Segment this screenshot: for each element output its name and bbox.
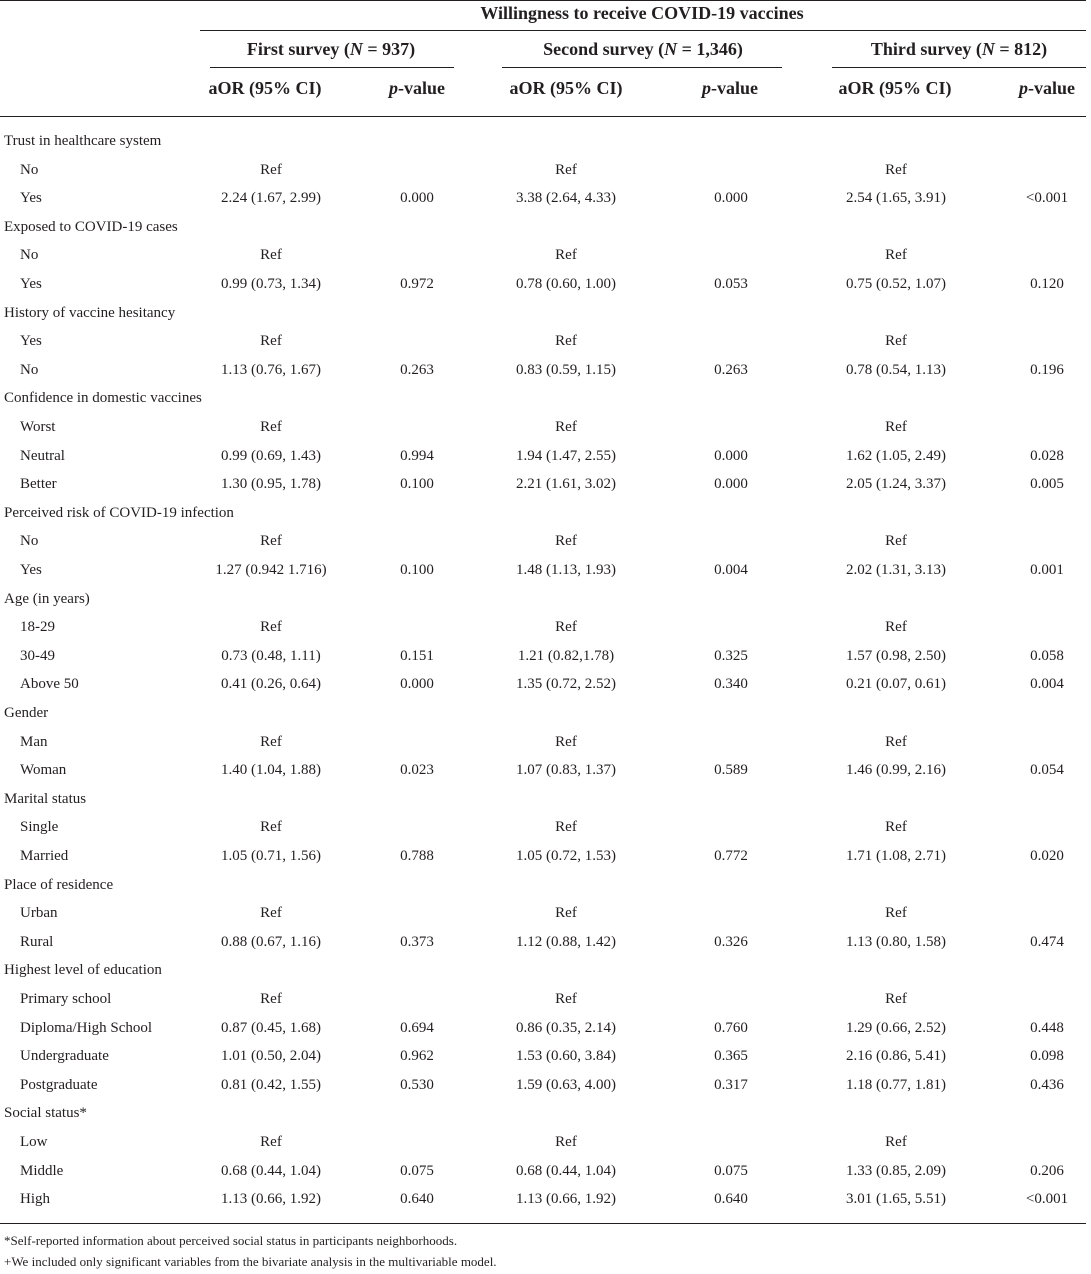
aor-third-cell: Ref: [885, 161, 907, 178]
aor-first-cell: 1.30 (0.95, 1.78): [221, 476, 321, 493]
aor-third-cell: 1.57 (0.98, 2.50): [846, 647, 946, 664]
row-label: Diploma/High School: [20, 1019, 153, 1036]
pvalue-first-cell: 0.023: [400, 762, 434, 779]
pvalue-third-cell: <0.001: [1025, 190, 1069, 207]
pvalue-second-cell: 0.772: [714, 848, 748, 864]
pvalue-second-cell: 0.000: [714, 190, 748, 207]
aor-second-cell: 1.12 (0.88, 1.42): [516, 933, 616, 950]
aor-first-cell: 0.88 (0.67, 1.16): [221, 933, 321, 950]
table-row: [0, 241, 1091, 269]
aor-third-cell: Ref: [885, 419, 907, 435]
bottom-rule: [0, 1223, 1086, 1224]
aor-second-cell: Ref: [555, 991, 577, 1007]
pvalue-first-cell: 0.000: [400, 676, 434, 693]
aor-third-cell: 2.05 (1.24, 3.37): [846, 476, 946, 493]
survey-header-second: Second survey (N = 1,346): [543, 39, 743, 59]
pvalue-third-cell: <0.001: [1025, 1191, 1069, 1208]
table-row: [0, 156, 1091, 184]
pvalue-third-cell: 0.196: [1030, 361, 1064, 378]
group-label: Highest level of education: [4, 962, 162, 979]
pvalue-third-cell: 0.206: [1030, 1162, 1064, 1179]
aor-first-cell: 1.13 (0.66, 1.92): [221, 1191, 321, 1208]
aor-second-cell: 1.53 (0.60, 3.84): [516, 1048, 616, 1065]
aor-third-cell: Ref: [885, 333, 907, 350]
aor-first-cell: 1.01 (0.50, 2.04): [221, 1048, 321, 1065]
aor-first-cell: Ref: [260, 333, 282, 350]
aor-second-cell: 1.48 (1.13, 1.93): [516, 562, 616, 578]
row-label: Man: [20, 733, 48, 750]
row-label: Neutral: [20, 447, 65, 464]
aor-second-cell: 2.21 (1.61, 3.02): [516, 476, 616, 493]
aor-header-second: aOR (95% CI): [509, 78, 623, 98]
aor-first-cell: 1.27 (0.942 1.716): [215, 562, 327, 578]
pvalue-first-cell: 0.075: [400, 1162, 434, 1179]
aor-third-cell: 1.62 (1.05, 2.49): [846, 447, 946, 464]
table-group-row: [0, 127, 1091, 155]
table-row: [0, 928, 1091, 956]
aor-first-cell: Ref: [260, 1134, 282, 1150]
aor-first-cell: Ref: [260, 533, 282, 550]
aor-header-third: aOR (95% CI): [838, 78, 952, 98]
group-label: Place of residence: [4, 876, 114, 893]
pvalue-third-cell: 0.020: [1030, 848, 1064, 864]
aor-first-cell: Ref: [260, 819, 282, 836]
aor-first-cell: 0.87 (0.45, 1.68): [221, 1019, 321, 1036]
pvalue-first-cell: 0.000: [400, 190, 434, 207]
row-label: Yes: [20, 333, 42, 350]
pvalue-first-cell: 0.972: [400, 276, 434, 292]
pvalue-second-cell: 0.263: [714, 361, 748, 378]
table-group-row: [0, 499, 1091, 527]
aor-second-cell: 1.13 (0.66, 1.92): [516, 1191, 616, 1208]
aor-first-cell: Ref: [260, 419, 282, 435]
aor-second-cell: Ref: [555, 419, 577, 435]
aor-second-cell: Ref: [555, 619, 577, 636]
table-row: [0, 756, 1091, 784]
aor-second-cell: 1.21 (0.82,1.78): [517, 647, 615, 664]
aor-first-cell: Ref: [260, 161, 282, 178]
table-row: [0, 413, 1091, 441]
row-label: No: [20, 361, 39, 378]
table-group-row: [0, 1099, 1091, 1127]
aor-second-cell: 3.38 (2.64, 4.33): [516, 190, 616, 207]
aor-header-first: aOR (95% CI): [208, 78, 322, 98]
row-label: Worst: [20, 419, 56, 435]
aor-first-cell: 0.81 (0.42, 1.55): [221, 1076, 321, 1093]
aor-first-cell: 0.99 (0.73, 1.34): [221, 276, 321, 292]
spanning-header-rule: [200, 30, 1086, 31]
aor-second-cell: 1.07 (0.83, 1.37): [516, 762, 616, 779]
aor-third-cell: 0.21 (0.07, 0.61): [846, 676, 946, 693]
pvalue-second-cell: 0.000: [714, 476, 748, 493]
aor-first-cell: Ref: [260, 905, 282, 922]
row-label: Low: [20, 1134, 48, 1150]
aor-third-cell: 0.78 (0.54, 1.13): [846, 361, 946, 378]
table-row: [0, 1185, 1091, 1213]
pvalue-first-cell: 0.530: [400, 1076, 434, 1093]
aor-second-cell: 1.59 (0.63, 4.00): [516, 1076, 616, 1093]
aor-third-cell: Ref: [885, 991, 907, 1007]
table-group-row: [0, 699, 1091, 727]
aor-second-cell: 1.94 (1.47, 2.55): [516, 447, 616, 464]
aor-first-cell: 2.24 (1.67, 2.99): [221, 190, 321, 207]
row-label: 18-29: [20, 619, 55, 636]
aor-second-cell: Ref: [555, 905, 577, 922]
pvalue-first-cell: 0.151: [400, 647, 434, 664]
table-group-row: [0, 871, 1091, 899]
row-label: No: [20, 161, 39, 178]
table-row: [0, 527, 1091, 555]
pvalue-second-cell: 0.075: [714, 1162, 748, 1179]
row-label: Primary school: [20, 991, 112, 1007]
row-label: High: [20, 1191, 50, 1208]
group-label: Exposed to COVID-19 cases: [4, 218, 178, 235]
row-label: Rural: [20, 933, 54, 950]
table-row: [0, 270, 1091, 298]
pvalue-second-cell: 0.760: [714, 1019, 748, 1036]
table-group-row: [0, 299, 1091, 327]
row-label: Better: [20, 476, 57, 493]
pvalue-header-second: p-value: [702, 78, 758, 98]
table-row: [0, 1128, 1091, 1156]
aor-third-cell: 1.13 (0.80, 1.58): [846, 933, 946, 950]
table-group-row: [0, 213, 1091, 241]
table-row: [0, 1071, 1091, 1099]
pvalue-third-cell: 0.058: [1030, 647, 1064, 664]
survey-rule-third: [832, 67, 1086, 68]
pvalue-second-cell: 0.004: [714, 562, 748, 578]
pvalue-third-cell: 0.001: [1030, 562, 1064, 578]
pvalue-third-cell: 0.004: [1030, 676, 1064, 693]
aor-second-cell: Ref: [555, 161, 577, 178]
pvalue-third-cell: 0.120: [1030, 276, 1064, 292]
pvalue-first-cell: 0.788: [400, 848, 434, 864]
table-row: [0, 842, 1091, 870]
aor-first-cell: 1.13 (0.76, 1.67): [221, 361, 321, 378]
table-row: [0, 356, 1091, 384]
pvalue-third-cell: 0.028: [1030, 447, 1064, 464]
row-label: Undergraduate: [20, 1048, 109, 1065]
pvalue-first-cell: 0.994: [400, 447, 434, 464]
table-row: [0, 1157, 1091, 1185]
aor-second-cell: 0.83 (0.59, 1.15): [516, 361, 616, 378]
aor-third-cell: Ref: [885, 1134, 907, 1150]
pvalue-header-third: p-value: [1019, 78, 1075, 98]
survey-header-third: Third survey (N = 812): [870, 39, 1048, 59]
group-label: Trust in healthcare system: [4, 133, 162, 149]
aor-second-cell: Ref: [555, 1134, 577, 1150]
aor-third-cell: Ref: [885, 905, 907, 922]
aor-third-cell: 2.02 (1.31, 3.13): [846, 562, 946, 578]
pvalue-second-cell: 0.640: [714, 1191, 748, 1208]
pvalue-third-cell: 0.054: [1030, 762, 1064, 779]
aor-first-cell: 0.73 (0.48, 1.11): [221, 647, 321, 664]
aor-third-cell: 1.71 (1.08, 2.71): [846, 848, 946, 864]
pvalue-second-cell: 0.340: [714, 676, 748, 693]
row-label: Yes: [20, 276, 42, 292]
table-row: [0, 899, 1091, 927]
table-row: [0, 813, 1091, 841]
table-row: [0, 1042, 1091, 1070]
spanning-header-title: Willingness to receive COVID-19 vaccines: [480, 3, 804, 23]
row-label: Middle: [20, 1162, 64, 1179]
pvalue-second-cell: 0.053: [714, 276, 748, 292]
footnote-social-status: *Self-reported information about perceived social status in participants neighborhoods.: [4, 1233, 458, 1248]
aor-third-cell: 1.46 (0.99, 2.16): [846, 762, 946, 779]
aor-second-cell: 0.78 (0.60, 1.00): [516, 276, 616, 292]
aor-second-cell: 0.68 (0.44, 1.04): [516, 1162, 616, 1179]
pvalue-second-cell: 0.317: [714, 1076, 748, 1093]
aor-second-cell: Ref: [555, 333, 577, 350]
group-label: Gender: [4, 705, 49, 721]
row-label: Above 50: [20, 676, 79, 693]
table-group-row: [0, 585, 1091, 613]
aor-second-cell: 1.35 (0.72, 2.52): [516, 676, 616, 693]
aor-third-cell: Ref: [885, 247, 907, 264]
pvalue-first-cell: 0.962: [400, 1048, 434, 1065]
pvalue-first-cell: 0.100: [400, 476, 434, 493]
aor-third-cell: 0.75 (0.52, 1.07): [846, 276, 946, 292]
aor-third-cell: 2.16 (0.86, 5.41): [846, 1048, 946, 1065]
table-row: [0, 985, 1091, 1013]
aor-first-cell: 0.41 (0.26, 0.64): [221, 676, 321, 693]
group-label: Confidence in domestic vaccines: [4, 390, 202, 407]
group-label: Social status*: [4, 1105, 87, 1122]
table-row: [0, 470, 1091, 498]
aor-third-cell: Ref: [885, 619, 907, 636]
aor-third-cell: Ref: [885, 533, 907, 550]
table-row: [0, 327, 1091, 355]
aor-third-cell: 1.18 (0.77, 1.81): [846, 1076, 946, 1093]
table-group-row: [0, 956, 1091, 984]
survey-rule-second: [502, 67, 782, 68]
pvalue-first-cell: 0.100: [400, 562, 434, 578]
table-row: [0, 728, 1091, 756]
table-group-row: [0, 785, 1091, 813]
aor-first-cell: Ref: [260, 733, 282, 750]
aor-first-cell: 1.05 (0.71, 1.56): [221, 848, 321, 864]
pvalue-header-first: p-value: [389, 78, 445, 98]
pvalue-third-cell: 0.005: [1030, 476, 1064, 493]
table-row: [0, 184, 1091, 212]
row-label: No: [20, 533, 39, 550]
aor-third-cell: 2.54 (1.65, 3.91): [846, 190, 946, 207]
table-row: [0, 613, 1091, 641]
aor-second-cell: Ref: [555, 819, 577, 836]
top-rule: [0, 0, 1086, 1]
pvalue-first-cell: 0.640: [400, 1191, 434, 1208]
aor-second-cell: Ref: [555, 247, 577, 264]
table-row: [0, 642, 1091, 670]
row-label: Postgraduate: [20, 1076, 98, 1093]
table-row: [0, 442, 1091, 470]
aor-second-cell: Ref: [555, 533, 577, 550]
aor-second-cell: 1.05 (0.72, 1.53): [516, 848, 616, 864]
row-label: Married: [20, 848, 69, 864]
row-label: Yes: [20, 562, 42, 578]
aor-third-cell: Ref: [885, 819, 907, 836]
row-label: Single: [20, 819, 59, 836]
footnote-variables: +We included only significant variables from the bivariate analysis in the multivariable model.: [4, 1254, 497, 1269]
aor-first-cell: 0.68 (0.44, 1.04): [221, 1162, 321, 1179]
aor-first-cell: Ref: [260, 991, 282, 1007]
pvalue-first-cell: 0.694: [400, 1019, 434, 1036]
group-label: History of vaccine hesitancy: [4, 304, 176, 321]
pvalue-first-cell: 0.263: [400, 361, 434, 378]
aor-third-cell: 1.33 (0.85, 2.09): [846, 1162, 946, 1179]
row-label: Urban: [20, 905, 58, 922]
row-label: 30-49: [20, 647, 55, 664]
row-label: No: [20, 247, 39, 264]
pvalue-third-cell: 0.448: [1030, 1019, 1064, 1036]
group-label: Marital status: [4, 790, 87, 807]
table-row: [0, 1014, 1091, 1042]
aor-third-cell: Ref: [885, 733, 907, 750]
aor-first-cell: 0.99 (0.69, 1.43): [221, 447, 321, 464]
pvalue-second-cell: 0.326: [714, 933, 748, 950]
aor-second-cell: Ref: [555, 733, 577, 750]
aor-first-cell: Ref: [260, 619, 282, 636]
pvalue-second-cell: 0.365: [714, 1048, 748, 1065]
group-label: Age (in years): [4, 590, 90, 607]
table-row: [0, 670, 1091, 698]
survey-rule-first: [210, 67, 454, 68]
row-label: Yes: [20, 190, 42, 207]
aor-third-cell: 1.29 (0.66, 2.52): [846, 1019, 946, 1036]
pvalue-first-cell: 0.373: [400, 933, 434, 950]
pvalue-second-cell: 0.000: [714, 447, 748, 464]
pvalue-second-cell: 0.325: [714, 647, 748, 664]
table-group-row: [0, 384, 1091, 412]
group-label: Perceived risk of COVID-19 infection: [4, 504, 234, 521]
aor-first-cell: 1.40 (1.04, 1.88): [221, 762, 321, 779]
aor-first-cell: Ref: [260, 247, 282, 264]
survey-header-first: First survey (N = 937): [246, 39, 416, 59]
row-label: Woman: [20, 762, 67, 779]
pvalue-third-cell: 0.474: [1030, 933, 1064, 950]
pvalue-third-cell: 0.098: [1030, 1048, 1064, 1065]
aor-third-cell: 3.01 (1.65, 5.51): [846, 1191, 946, 1208]
pvalue-third-cell: 0.436: [1030, 1076, 1064, 1093]
header-bottom-rule: [0, 116, 1086, 117]
table-row: [0, 556, 1091, 584]
aor-second-cell: 0.86 (0.35, 2.14): [516, 1019, 616, 1036]
pvalue-second-cell: 0.589: [714, 762, 748, 779]
